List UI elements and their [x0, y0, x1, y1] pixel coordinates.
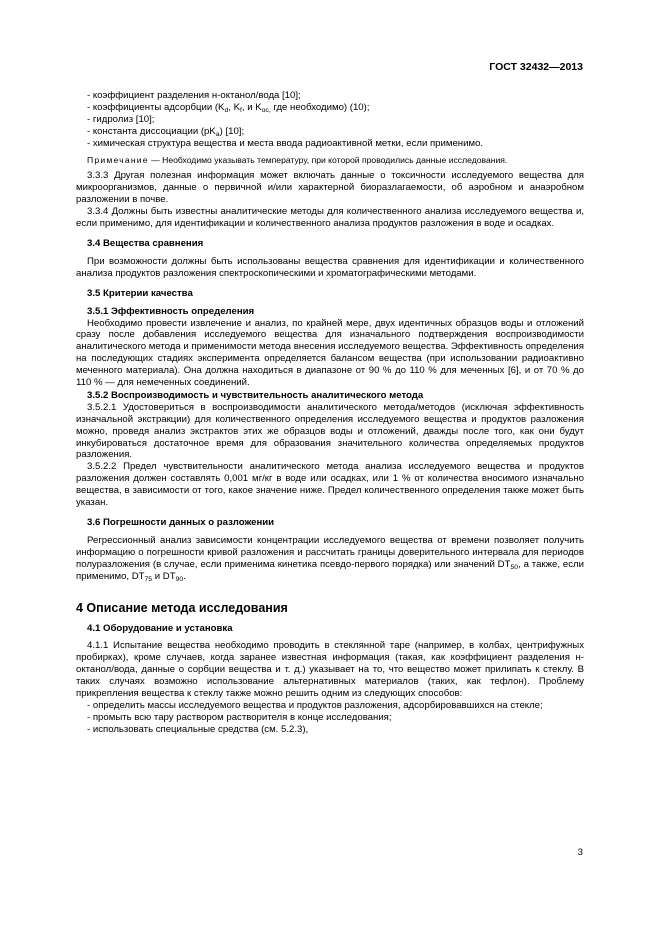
paragraph-3-3-4: 3.3.4 Должны быть известны аналитические методы для количественного анализа исследуемого вещества и, если применимо, для идентификации и количественного анализа продуктов разложения в воде и осадках.: [76, 206, 584, 230]
page-number: 3: [577, 847, 583, 858]
document-body: [76, 90, 584, 736]
chapter-heading: 4 Описание метода исследования: [76, 600, 288, 615]
paragraph: Регрессионный анализ зависимости концентрации исследуемого вещества от времени позволяет получить информацию о погрешности кривой разложения и рассчитать границы доверительного интервала для периодов полуразложения (в случае, если применима кинетика псевдо-первого порядка) или значений $DT_{50}$, а также, если применимо, $DT_{75}$ и $DT_{90}$.: [76, 534, 584, 583]
list-item: - промыть всю тару раствором растворителя в конце исследования;: [87, 711, 392, 723]
section-heading: 3.5 Критерии качества: [87, 287, 193, 299]
list-item: - коэффициент разделения н-октанол/вода [10];: [87, 90, 301, 101]
subsection-heading: 3.5.1 Эффективность определения: [87, 305, 255, 317]
paragraph-3-5-2-2: 3.5.2.2 Предел чувствительности аналитического метода анализа исследуемого вещества и продуктов разложения должен составлять 0,001 мг/кг в воде или осадках, или 1 % от количества вносимого изначально вещества, в зависимости от того, какое значение ниже. Предел количественного определения также может быть указан.: [76, 461, 584, 509]
section-heading: 4.1 Оборудование и установка: [87, 622, 233, 634]
list-item: - коэффициенты адсорбции ($K_d$, $K_f$, и $K_{oc,}$ где необходимо) (10);: [87, 101, 370, 114]
list-item: - химическая структура вещества и места ввода радиоактивной метки, если применимо.: [87, 137, 484, 149]
document-code: ГОСТ 32432—2013: [489, 61, 583, 73]
subsection-heading: 3.5.2 Воспроизводимость и чувствительность аналитического метода: [87, 389, 424, 401]
list-item: - использовать специальные средства (см. 5.2.3),: [87, 723, 309, 735]
section-heading: 3.4 Вещества сравнения: [87, 237, 204, 249]
paragraph-4-1-1: 4.1.1 Испытание вещества необходимо проводить в стеклянной таре (например, в колбах, центрифужных пробирках), кроме случаев, когда заранее известная информация (такая, как коэффициент разделения н-октанол/вода, данные о сорбции вещества и т. д.) указывает на то, что вещество может прилипать к стеклу. В таких случаях возможно использование альтернативных материалов (таких, как тефлон). Проблему прикрепления вещества к стеклу также можно решить одним из следующих способов:: [76, 640, 584, 700]
section-heading: 3.6 Погрешности данных о разложении: [87, 517, 275, 528]
note-label: Примечание: [87, 154, 149, 165]
paragraph-3-3-3: 3.3.3 Другая полезная информация может включать данные о токсичности исследуемого вещества для микроорганизмов, данные о первичной и/или характерной биоразлагаемости, об аэробном и анаэробном разложении в почве.: [76, 170, 584, 206]
list-item: - константа диссоциации $(pK_a)$ [10];: [87, 125, 245, 138]
paragraph-3-5-2-1: 3.5.2.1 Удостовериться в воспроизводимости аналитического метода/методов (исключая эффективность изначальной экстракции) для количественного определения исследуемого вещества и продуктов разложения можно, проведя анализ экстрактов этих же образцов воды и отложений, дважды после того, как они будут инкубироваться достаточное время для образования значительного количества определяемых продуктов разложения.: [76, 401, 584, 461]
paragraph: При возможности должны быть использованы вещества сравнения для идентификации и количественного анализа продуктов разложения спектроскопическими и хроматографическими методами.: [76, 255, 584, 279]
paragraph: Необходимо провести извлечение и анализ, по крайней мере, двух идентичных образцов воды и отложений сразу после добавления исследуемого вещества для изначального подтверждения воспроизводимости аналитического метода и применимости метода внесения исследуемого вещества. Эффективность определения на последующих стадиях эксперимента определяется балансом вещества (при использовании радиоактивно меченного материала). Она должна находиться в диапазоне от 90 % до 110 % для меченных [6], и от 70 % до 110 % — для немеченных соединений.: [76, 317, 584, 389]
list-item: - гидролиз [10];: [87, 113, 155, 125]
note: Примечание — Необходимо указывать температуру, при которой проводились данные исследования.: [87, 154, 508, 165]
list-item: - определить массы исследуемого вещества и продуктов разложения, адсорбировавшихся на стекле;: [87, 699, 543, 711]
